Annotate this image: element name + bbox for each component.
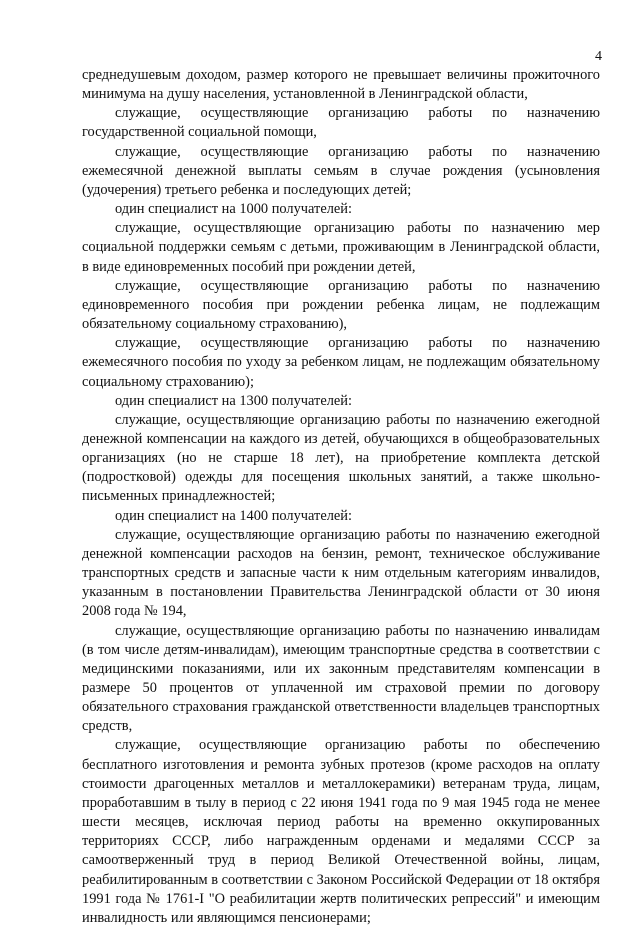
paragraph-ratio-1400: один специалист на 1400 получателей: xyxy=(115,507,352,524)
paragraph-ratio-1300: один специалист на 1300 получателей: xyxy=(115,392,352,409)
paragraph-continuation: среднедушевым доходом, размер которого не превышает величины прожиточного минимума на душу населения, установленной в Ленинградской области, xyxy=(82,67,600,103)
paragraph-dental-prosthesis: служащие, осуществляющие организацию работы по обеспечению бесплатного изготовления и ремонта зубных протезов (кроме расходов на оплату стоимости драгоценных металлов и металлокерамики) ветеранам труда, лицам, проработавшим в тылу в период с 22 июня 1941 года по 9 мая 1945 года не менее шести месяцев, исключая период работы на временно оккупированных территориях СССР, либо награжденным орденами и медалями СССР за самоотверженный труд в период Великой Отечественной войны, лицам, реабилитированным в соответствии с Законом Российской Федерации от 18 октября 1991 года № 1761-I "О реабилитации жертв политических репрессий" и имеющим инвалидность или являющимся пенсионерами; xyxy=(82,737,600,926)
page-number: 4 xyxy=(595,49,602,64)
paragraph-lump-sum-birth-benefit: служащие, осуществляющие организацию работы по назначению единовременного пособия при рождении ребенка лицам, не подлежащим обязательному социальному страхованию), xyxy=(82,277,600,333)
paragraph-monthly-childcare-benefit: служащие, осуществляющие организацию работы по назначению ежемесячного пособия по уходу за ребенком лицам, не подлежащим обязательному социальному страхованию); xyxy=(82,335,600,390)
paragraph-insurance-premium-compensation: служащие, осуществляющие организацию работы по назначению инвалидам (в том числе детям-инвалидам), имеющим транспортные средства в соответствии с медицинскими показаниями, или их законным представителям компенсации в размере 50 процентов от уплаченной им страховой премии по договору обязательного страхования гражданской ответственности владельцев транспортных средств, xyxy=(82,622,600,735)
paragraph-third-child-payment: служащие, осуществляющие организацию работы по назначению ежемесячной денежной выплаты семьям в случае рождения (усыновления (удочерения) третьего ребенка и последующих детей; xyxy=(82,143,600,198)
paragraph-ratio-1000: один специалист на 1000 получателей: xyxy=(115,201,352,218)
paragraph-fuel-repair-compensation: служащие, осуществляющие организацию работы по назначению ежегодной денежной компенсации расходов на бензин, ремонт, техническое обслуживание транспортных средств и запасные части к ним отдельным категориям инвалидов, указанным в постановлении Правительства Ленинградской области от 30 июня 2008 года № 194, xyxy=(82,526,600,620)
paragraph-state-social-assistance: служащие, осуществляющие организацию работы по назначению государственной социальной помощи, xyxy=(82,105,600,141)
paragraph-school-clothing-compensation: служащие, осуществляющие организацию работы по назначению ежегодной денежной компенсации на каждого из детей, обучающихся в общеобразовательных организациях (но не старше 18 лет), на приобретение комплекта детской (подростковой) одежды для посещения школьных занятий, а также школьно-письменных принадлежностей; xyxy=(82,411,600,505)
document-body xyxy=(82,66,600,928)
paragraph-birth-benefits-support: служащие, осуществляющие организацию работы по назначению мер социальной поддержки семьям с детьми, проживающим в Ленинградской области, в виде единовременных пособий при рождении детей, xyxy=(82,220,600,275)
